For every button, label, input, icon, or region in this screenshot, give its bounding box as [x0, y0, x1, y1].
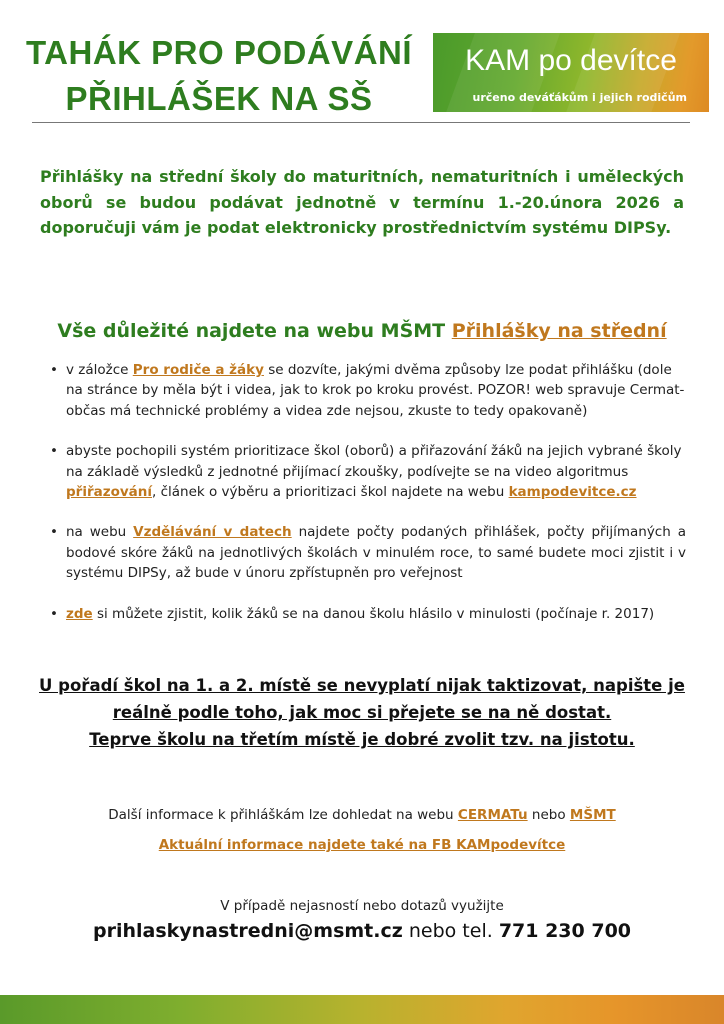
msmt-link[interactable]: MŠMT [569, 807, 616, 823]
pro-rodice-a-zaky-link[interactable]: Pro rodiče a žáky [132, 362, 264, 378]
fb-info [0, 835, 724, 855]
page-title [0, 30, 438, 122]
list-item [50, 522, 686, 583]
intro-paragraph: Přihlášky na střední školy do maturitních, nematuritních i uměleckých oborů se budou podávat jednotně v termínu 1.-20.února 2026 a doporučuji vám je podat elektronicky prostřednictvím systému DIPSy. [40, 167, 684, 237]
contact-mid: nebo tel. [402, 920, 499, 942]
list-item-text: na webu [66, 524, 134, 541]
more-info-text: Další informace k přihláškám lze dohledat na webu [108, 807, 458, 823]
info-list [50, 360, 686, 624]
strategy-note [0, 672, 724, 753]
list-item-text: v záložce [66, 362, 133, 378]
list-item [50, 441, 686, 502]
contact-phone: 771 230 700 [498, 920, 632, 942]
more-info-text: nebo [527, 807, 570, 823]
list-item [50, 360, 686, 421]
kam-po-devitce-logo [433, 33, 709, 112]
list-item-text: si můžete zjistit, kolik žáků se na danou školu hlásilo v minulosti (počínaje r. 2017) [92, 605, 655, 622]
title-line-2: PŘIHLÁŠEK NA SŠ [65, 80, 373, 117]
prihlasky-na-stredni-link[interactable]: Přihlášky na střední [451, 320, 667, 342]
list-item-text: abyste pochopili systém prioritizace škol (oborů) a přiřazování žáků na jejich vybrané školy na základě výsledků z jednotné přijímací zkoušky, podívejte se na video algoritmus [66, 443, 682, 480]
contact-intro: V případě nejasností nebo dotazů využijte [220, 898, 504, 914]
strategy-line-3: Teprve školu na třetím místě je dobré zvolit tzv. na jistotu. [89, 730, 635, 749]
logo-name: KAM po devítce [465, 44, 677, 77]
list-item [50, 604, 686, 624]
prirazovani-link[interactable]: přiřazování [66, 484, 152, 501]
contact-email: prihlaskynastredni@msmt.cz [92, 920, 403, 942]
zde-link[interactable]: zde [66, 605, 93, 622]
strategy-line-2: reálně podle toho, jak moc si přejete se na ně dostat. [112, 703, 612, 722]
contact-line [0, 917, 724, 945]
list-item-text: , článek o výběru a prioritizaci škol najdete na webu [152, 484, 509, 501]
title-line-1: TAHÁK PRO PODÁVÁNÍ [25, 34, 413, 71]
section-heading-text: Vše důležité najdete na webu MŠMT [57, 320, 452, 342]
kampodevitce-link[interactable]: kampodevitce.cz [508, 484, 637, 501]
list-item-text: najdete počty podaných přihlášek, počty přijímaných a bodové skóre žáků na jednotlivých školách v minulém roce, to samé budete moci zjistit i v systému DIPSy, až bude v únoru zpřístupněn pro veřejnost [66, 524, 686, 582]
vzdelavani-v-datech-link[interactable]: Vzdělávání v datech [133, 524, 292, 541]
header-divider [32, 122, 690, 123]
section-heading [0, 318, 724, 344]
logo-tagline: určeno deváťákům i jejich rodičům [472, 91, 687, 104]
footer-decoration [0, 995, 724, 1024]
fb-kampodevitce-link[interactable]: Aktuální informace najdete také na FB KAMpodevítce [158, 837, 566, 853]
more-info [0, 805, 724, 825]
cermat-link[interactable]: CERMATu [457, 807, 528, 823]
strategy-line-1: U pořadí škol na 1. a 2. místě se nevyplatí nijak taktizovat, napište je [39, 676, 685, 695]
list-item-text: se dozvíte, jakými dvěma způsoby lze podat přihlášku (dole na stránce by měla být i videa, jak to krok po kroku provést. POZOR! web spravuje Cermat-občas má technické problémy a videa zde nejsou, zkuste to tedy opakovaně) [66, 362, 685, 419]
